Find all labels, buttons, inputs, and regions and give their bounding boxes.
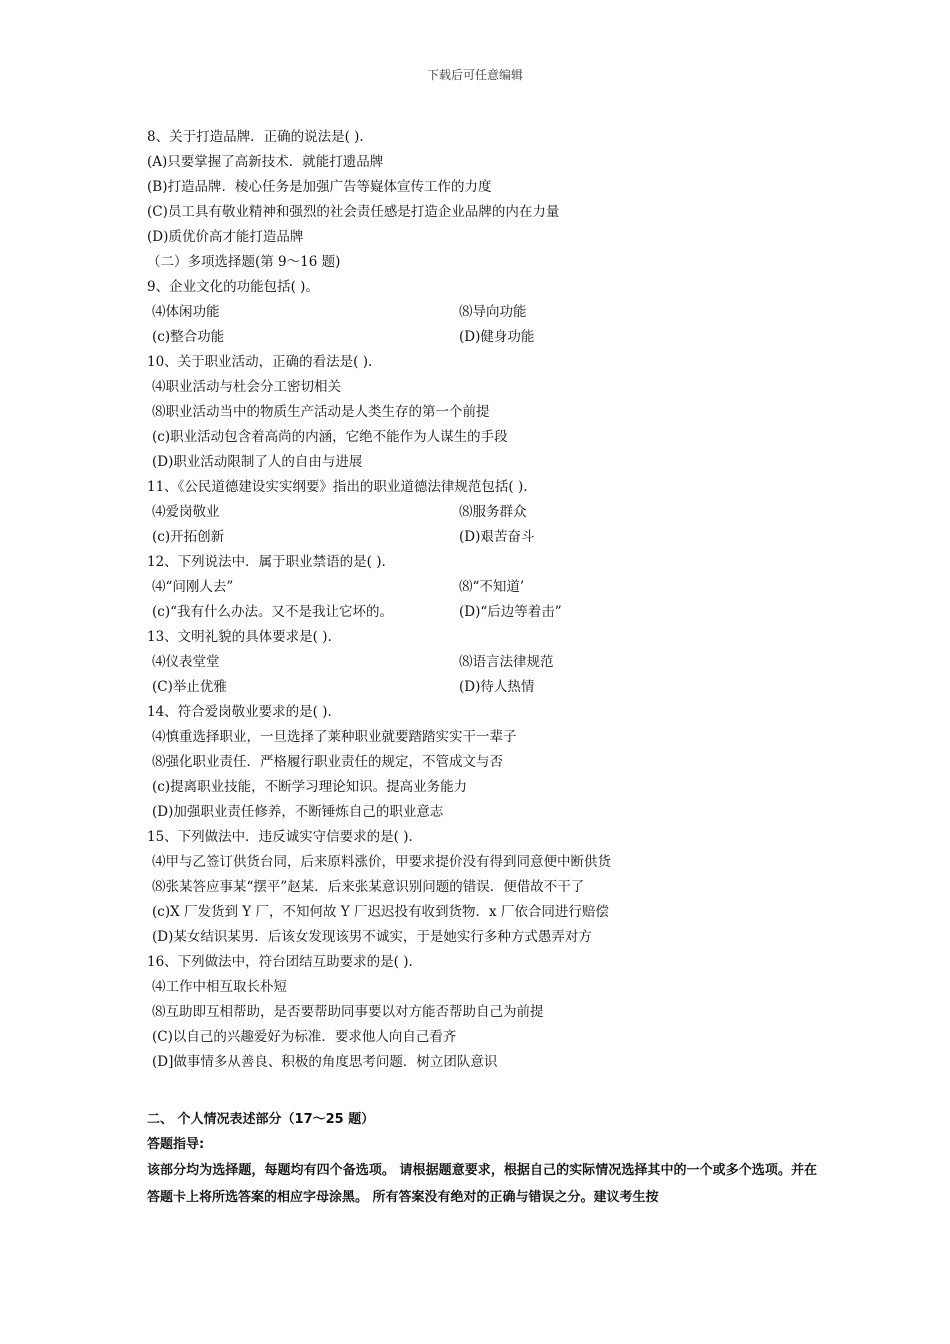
question-9-options-row1: [147, 300, 827, 325]
question-8-option-a: (A)只要掌握了高新技术．就能打遗品牌: [147, 154, 384, 170]
question-8-option-b: (B)打造品牌．棱心任务是加强广告等嶷体宣传工作的力度: [147, 179, 492, 195]
question-10-option-d: (D)职业活动限制了人的自由与进展: [152, 454, 363, 470]
question-9-option-c: (c)整合功能: [152, 329, 225, 345]
question-16-option-b: ⑻互助即互相帮助，是否要帮助同事要以对方能否帮助自己为前提: [152, 1004, 544, 1020]
question-12-option-b: ⑻“不知道’: [459, 579, 525, 595]
question-15-option-b: ⑻张某答应事某“摆平”赵某．后来张某意识别问题的错误．便借故不干了: [152, 879, 585, 895]
question-12-option-c: (c)“我有什么办法。又不是我让它坏的。: [152, 604, 393, 620]
question-14-stem: 14、符合爱岗敬业要求的是( ).: [147, 704, 332, 720]
question-10-option-c: (c)职业活动包含着高尚的内涵，它绝不能作为人谋生的手段: [152, 429, 508, 445]
question-13-stem: 13、文明礼貌的具体要求是( ).: [147, 629, 332, 645]
question-11-option-b: ⑻服务群众: [459, 504, 527, 520]
page-header: 下载后可任意编辑: [426, 68, 523, 82]
question-12-stem: 12、下列说法中．属于职业禁语的是( ).: [147, 554, 386, 570]
section-heading-multi: （二）多项选择题(第 9～16 题): [147, 254, 341, 270]
question-9-option-d: (D)健身功能: [459, 329, 535, 345]
question-13-options-row1: [147, 650, 827, 675]
question-9-option-a: ⑷体闲功能: [152, 304, 220, 320]
question-15-stem: 15、下列做法中．违反诚实守信要求的是( ).: [147, 829, 413, 845]
question-14-option-c: (c)提离职业技能，不断学习理论知识。提高业务能力: [152, 779, 468, 795]
question-9-stem: 9、企业文化的功能包括( )。: [147, 279, 319, 295]
question-14-option-d: (D)加强职业责任修养，不断锤炼自己的职业意志: [152, 804, 444, 820]
question-11-option-d: (D)艰苦奋斗: [459, 529, 535, 545]
question-13-options-row2: [147, 675, 827, 700]
question-10-option-a: ⑷职业活动与杜会分工密切相关: [152, 379, 341, 395]
question-12-option-a: ⑷“问刚人去”: [152, 579, 234, 595]
question-8-stem: 8、关于打造品牌．正确的说法是( ).: [147, 129, 364, 145]
question-11-option-a: ⑷爱岗敬业: [152, 504, 220, 520]
question-8-option-c: (C)员工具有敬业精神和强烈的社会责任感是打造企业品牌的内在力量: [147, 204, 560, 220]
question-11-option-c: (c)开拓创新: [152, 529, 225, 545]
question-13-option-c: (C)举止优雅: [152, 679, 227, 695]
question-14-option-a: ⑷慎重选择职业，一旦选择了莱种职业就要踏踏实实干一辈子: [152, 729, 517, 745]
question-9-option-b: ⑻导向功能: [459, 304, 527, 320]
question-15-option-a: ⑷甲与乙签订供货台同，后来原料涨价，甲要求提价没有得到同意便中断供货: [152, 854, 611, 870]
question-10-stem: 10、关于职业活动，正确的看法是( ).: [147, 354, 373, 370]
question-12-options-row1: [147, 575, 827, 600]
question-10-option-b: ⑻职业活动当中的物质生产活动是人类生存的第一个前提: [152, 404, 490, 420]
spacer: [147, 1075, 827, 1107]
document-body: [147, 125, 827, 1211]
answer-guide-label: 答题指导:: [147, 1137, 205, 1152]
question-16-option-c: (C)以自己的兴趣爱好为标准．要求他人向自己看齐: [152, 1029, 457, 1045]
question-15-option-c: (c)X 厂发货到 Y 厂，不知何故 Y 厂迟迟投有收到货物．x 厂依合同进行赔偿: [152, 904, 609, 920]
question-13-option-d: (D)待人热情: [459, 679, 535, 695]
part2-title: 二、 个人情况表述部分（17～25 题）: [147, 1112, 375, 1127]
question-15-option-d: (D)某女结识某男．后该女发现该男不诚实，于是她实行多种方式愚弄对方: [152, 929, 592, 945]
question-13-option-a: ⑷仪表堂堂: [152, 654, 220, 670]
question-9-options-row2: [147, 325, 827, 350]
answer-guide-paragraph: 该部分均为选择题，每题均有四个备选项。 请根据题意要求，根据自己的实际情况选择其中的一个或多个选项。并在答题卡上将所选答案的相应字母涂黑。 所有答案没有绝对的正确与错误之分。建议考生按: [147, 1163, 817, 1205]
question-11-options-row2: [147, 525, 827, 550]
question-12-options-row2: [147, 600, 827, 625]
question-13-option-b: ⑻语言法律规范: [459, 654, 554, 670]
question-11-options-row1: [147, 500, 827, 525]
question-16-option-d: (D]做事情多从善良、积极的角度思考问题．树立团队意识: [152, 1054, 498, 1070]
question-12-option-d: (D)“后边等着击”: [459, 604, 562, 620]
question-16-option-a: ⑷工作中相互取长朴短: [152, 979, 287, 995]
question-16-stem: 16、下列做法中，符台团结互助要求的是( ).: [147, 954, 413, 970]
question-11-stem: 11、《公民道德建设实实纲要》指出的职业道德法律规范包括( ).: [147, 479, 528, 495]
question-8-option-d: (D)质优价高才能打造品牌: [147, 229, 304, 245]
question-14-option-b: ⑻强化职业责任．严格履行职业责任的规定，不管成文与否: [152, 754, 503, 770]
